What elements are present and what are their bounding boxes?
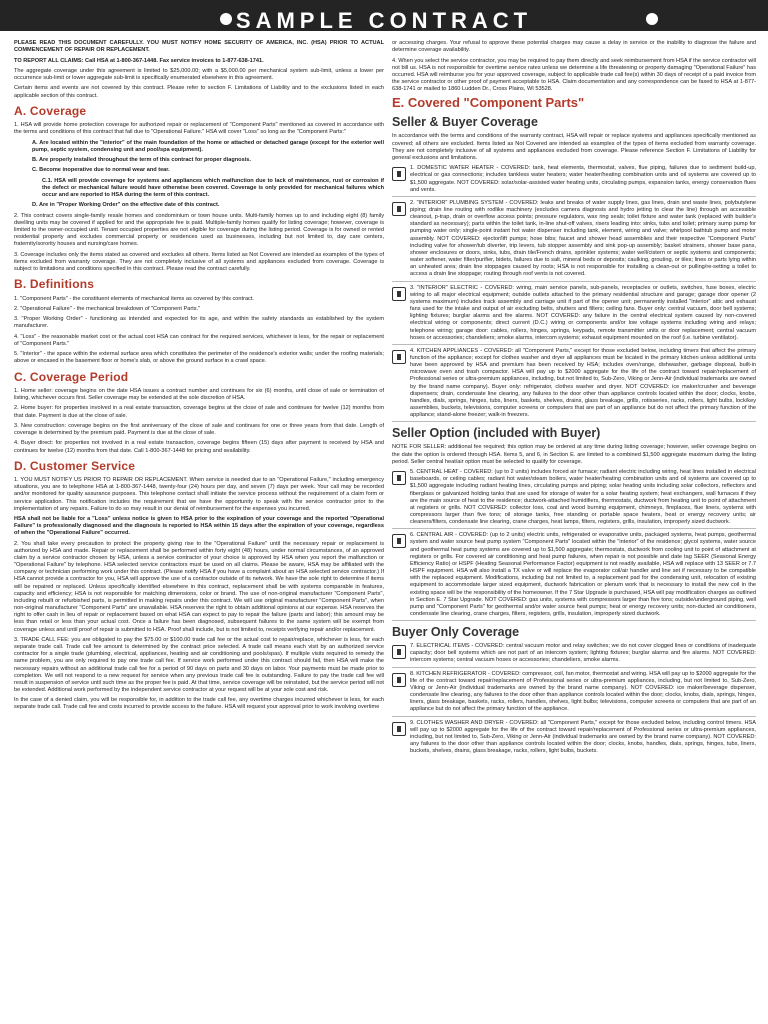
coverage-1d: D. Are in "Proper Working Order" on the effective date of this contract.: [32, 202, 220, 209]
coverage-1c1: C.1. HSA will provide coverage for systems and appliances which malfunction due to lack of maintenance, rust or corrosion if the defect or mechanical failure would have otherwise been covered. Coverage is only provided for mechanical failures which occur and are reported to HSA during the term of this contract.: [42, 177, 384, 199]
coverage-1a: A. Are located within the "interior" of the main foundation of the home or attached or detached garage (except for the exterior well pump, septic system, condensing unit and pool/spa equipment).: [32, 139, 384, 153]
central-air-text: 6. CENTRAL AIR - COVERED: (up to 2 units) electric units, refrigerated or evaporative units, packaged systems, heat pumps, geothermal system and water source heat pump system "Component Parts" located within the "interior" of the residence; glycol systems, water source and geothermal heat pump systems are covered up to $1,500 aggregate; thermostats, ductwork from cooling unit to point of attachment at registers or grills. For covered air conditioning and heat pump failures, when repair is not possible and date tag SEER (Seasonal Energy Efficiency Ratio) or HSPF (Heating Seasonal Performance Factor) equipment is not readily available, HSA will replace with 13 SEER or 7.7 HSPF equipment. HSA will also install a TX valve or will replace the evaporator coil/air handler and line set if necessary to be compatible with the replaced equipment. Modifications, including but not limited to, a replacement pad for the condensing unit, relocation of existing equipment to accommodate larger sized equipment, ductwork fabrication or plenum work that is necessary to install the new coil in the existing space will be the responsibility of the homeowner. If the 7 Star Upgrade is purchased, HSA will pay modification charges as outlined in Section E. 7 Star Upgrade. NOT COVERED: gas units, systems with compressors larger than five tons; outside/underground piping, well pump and "Component Parts" for geothermal and/or water source heat pumps; heat or energy recovery units; non-ducted air conditioners, condensate line clearing, crane charges, filters, registers, grills, insulation, improperly sized ductwork.: [410, 532, 756, 617]
section-e-heading: E. Covered "Component Parts": [392, 95, 585, 111]
central-air-icon: [392, 534, 406, 548]
list-item: [392, 532, 756, 621]
central-heat-text: 5. CENTRAL HEAT - COVERED: (up to 2 units) includes forced air furnace; radiant electric including wiring, heat lines installed in electrical baseboards, or ceiling cables; radiant hot water/steam boilers, water heater/heating combination units and oil systems are covered up to $1,500 aggregate including radiant heating lines, circulating pumps and piping; solar heating units including solar collectors, reflectors and fiberglass or galvanized holding tanks that are used for storage of water for a solar heating system; heat exchangers, wall furnaces if they are the main source of heat to the residence; ductwork-attached humidifiers, thermostats, ductwork from heating unit to point of attachment at registers or grills. NOT COVERED: collector loss, coal and wood burning equipment, chimneys, fireplaces, flue liners, systems with compressors larger than five tons; oil storage tanks, free standing or portable space heaters, heat or energy recovery units; air cleaners/filters, condensate line clearing, crane charges, heat lamps, filters, registers, grills, insulation, improperly sized ductwork.: [410, 469, 756, 526]
electric-icon: [392, 287, 406, 301]
period-1: 1. Home seller: coverage begins on the date HSA issues a contract number and continues for six (6) months, until close of sale or termination of listing, whichever occurs first. Seller coverage may be extended at the sole discretion of HSA.: [14, 387, 384, 402]
refrigerator-text: 8. KITCHEN REFRIGERATOR - COVERED: compressor, coil, fan motor, thermostat and wiring. HSA will pay up to $2000 aggregate for the life of the contract toward repair/replacement of Professional series or ultra-premium appliances, including, but not limited to, Sub-Zero, Viking or Jenn-Air (individual trademarks are owned by the brand name company). NOT COVERED: ice maker/beverage dispenser, condensate line clearing, any failures to the door other than appliance controls located within the door; clocks, knobs, dials, springs, hinges, liners, glass breakage, baskets, racks, rollers, handles, shelves, light bulbs; televisions, computer screens or computers that are part of an appliance but do not affect the primary function of the appliance.: [410, 670, 756, 713]
period-4: 4. Buyer direct: for properties not involved in a real estate transaction, coverage begins fifteen (15) days after payment is received by HSA and continues for twelve (12) months from that date. Call 1-800-367-1448 for pricing and availability.: [14, 440, 384, 454]
electric-text: 3. "INTERIOR" ELECTRIC - COVERED: wiring, main service panels, sub-panels, receptacles or outlets, switches, fuse boxes, electric wiring to all major electrical equipment; outside outlets attached to the primary residential structure and garage; garage door opener (2 systems maximum) includes track assembly and carriage unit if part of the opener unit; permanently installed "interior" attic and exhaust fans used for the intake and output of air excluding belts, shutters and filters; ceiling fans. Buyer only: central vacuum, door bell systems; lighting fixtures; burglar alarms and fire alarms. NOT COVERED: any failure in the central electrical system caused by non-covered electrical wiring or components; direct current (D.C.) wiring or components and/or low voltage systems including wiring and relays; telephone wiring; garage door: cables, rollers, hinges, springs, keypads, remote transmitter units or door replacement; central vacuum hoses or accessories; chandeliers; smoke alarms, intercom systems; exhaust equipment mounted on the roof (i.e. turbine ventilator).: [410, 284, 756, 341]
plumbing-text: 2. "INTERIOR" PLUMBING SYSTEM - COVERED: leaks and breaks of water supply lines, gas lines, drain and waste lines, polybutylene piping; drain line routing with rodlike machinery (excludes camera diagnosis and hydro jetting to clear the line) through an accessible cleanout, p-trap, drain or overflow access points; pressure regulators, wax ring seals; toilet fixture and water tank (replaced with builder's standard as necessary); parts within the toilet tank, in-line shut-off valves, risers leading into: sinks, tubs and toilet; primary sump pump for pumping water only; single-point instant hot water dispenser including tank, element, wiring and valve; whirlpool bathtub pump and motor assembly. NOT COVERED: ejector/lift pumps; hose bibs; faucet and shower head assemblies and their respective "Component Parts" including valve for shower/tub diverter, trip levers, tub stopper assembly and sink pop-up assembly; basket strainers, shower base pans, shower enclosures or doors, sinks, tubs, drain tile/French drains, sprinkler systems; water well/cistern or septic systems and components; water softener, water filter/purifier, bidets, failures due to salt, mineral beds or deposits; caulking, grouting, or tiles; lines or parts lying within an unheated area; drain line stoppages caused by roots; HSA is not responsible for installing a clean-out or pulling/re-setting a toilet to access a drain line stoppage; routing through roof vents is not covered.: [410, 199, 756, 278]
coverage-1c: C. Become inoperative due to normal wear and tear.: [32, 167, 170, 174]
service-3: 3. TRADE CALL FEE: you are obligated to pay the $75.00 or $100.00 trade call fee or the actual cost to repair/replace, whichever is less, for each separate trade call. Trade call fee amount is determined by the contract price selected. A trade call means each visit by an authorized service contractor for a single trade (plumbing, electrical, appliances, heating and air conditioning and pools/spas). If multiple visits required to remedy the same problem, you are only required to pay one trade call fee. If service work performed under this contract should fail, then HSA will make the necessary repairs without an additional trade call fee for a period of 90 days on parts and 30 days on labor. Your payments must be made prior to completion. We will not respond to a new request for service when any previous trade call fee is outstanding. Failure to pay the trade call fee will result in suspension of service until such time as the proper fee is paid. At that time, service coverage will be reinstated, but the service period will not be extended. Additional work performed by the independent service contractor at your request will be at your sole cost and risk.: [14, 636, 384, 693]
definition-2: 2. "Operational Failure" - the mechanical breakdown of "Component Parts.": [14, 305, 201, 312]
claims-paragraph: TO REPORT ALL CLAIMS: Call HSA at 1-800-367-1448. Fax service invoices to 1-877-638-1741.: [14, 57, 264, 64]
list-item: [392, 671, 756, 717]
washer-dryer-text: 9. CLOTHES WASHER AND DRYER - COVERED: all "Component Parts," except for those excluded below, including control timers. HSA will pay up to $2000 aggregate for the life of the contract toward repair/replacement of Professional series or ultra-premium appliances, including, but not limited to, Sub-Zero, Viking or Jenn-Air (individual trademarks are owned by the brand name company). NOT COVERED: any failures to the door other than appliance controls located within the door; clocks, knobs, handles, dials, springs, hinges, tubs, liners, buckets, shelves, drains, glass breakage, racks, rollers, light bulbs, buckets.: [410, 719, 756, 755]
left-column: [14, 40, 384, 715]
notice-paragraph: PLEASE READ THIS DOCUMENT CAREFULLY. YOU MUST NOTIFY HOME SECURITY OF AMERICA, INC. (HSA) PRIOR TO ACTUAL COMMENCEMENT OF REPAIR OR REPLACEMENT.: [14, 40, 384, 54]
central-heat-icon: [392, 471, 406, 485]
list-item: [392, 200, 756, 282]
service-continued: or accessing charges. Your refusal to approve these potential charges may cause a delay in service or the inability to diagnose the failure and determine coverage availability.: [392, 40, 756, 54]
seller-note: NOTE FOR SELLER: additional fee required; this option may be ordered at any time during listing coverage; however, seller coverage begins on the date the option is ordered through HSA. Items 5, and 6, in Section E. are limited to a combined $1,500 aggregate maximum during the listing period. Seller central heat/air option must be selected to qualify for coverage.: [392, 444, 756, 465]
section-a-heading: A. Coverage: [14, 103, 87, 118]
period-2: 2. Home buyer: for properties involved in a real estate transaction, coverage begins at the close of sale and continues for twelve (12) months from that date. Payment is due at the close of sale.: [14, 405, 384, 419]
right-column: [392, 40, 756, 760]
banner-right-dot: [646, 13, 658, 25]
service-1-liability: HSA shall not be liable for a "Loss" unless notice is given to HSA prior to the expiration of your coverage and the reported "Operational Failure" is professionally diagnosed and the diagnosis is reported to HSA within 15 days after the expiration of your coverage, regardless of when the "Operational Failure" occurred.: [14, 516, 384, 537]
list-item: [392, 643, 756, 667]
service-denied-claim: In the case of a denied claim, you will be responsible for, in addition to the trade call fee, any overtime charges incurred whichever is less, for each separate trade call. Trade call fee and costs incurred to provide access to the failure. HSA will request your approval prior to work involving overtime: [14, 697, 384, 711]
service-4: 4. When you select the service contractor, you may be required to pay them directly and seek reimbursement from HSA if the service contractor will not bill us. HSA is not responsible for overtime service rates unless we determine a life threatening or property damaging "Operational Failure" has occurred. HSA will reimburse you for your approved coverage, subject to applicable trade call fee(s) within 30 days of receipt of a paid invoice from the service contractor or other proof of payment acceptable to HSA. Claim documentation and any correspondence can be faxed to HSA at 1-877-638-1741 or mailed to 1860 Ludden Dr., Cross Plains, WI 53528.: [392, 57, 756, 93]
list-item: [392, 720, 756, 758]
electrical-items-text: 7. ELECTRICAL ITEMS - COVERED: central vacuum motor and relay switches; we do not cover clogged lines or conditions of inadequate capacity; door bell systems which are not part of an intercom system; lighting fixtures; burglar alarms and fire alarms. NOT COVERED: intercom systems; central vacuum hoses or accessories; chandeliers, smoke alarms.: [410, 643, 756, 664]
coverage-2: 2. This contract covers single-family resale homes and condominium or town house units. Multi-family homes up to and including eight (8) family dwelling units may be covered if applied for and the appropriate fee is paid. Multiple-family homes qualify for listing coverage; however, coverage is limited to the owner-occupied unit. Tenant occupied properties are not eligible for coverage during the listing period. Coverage is for owned or rented residential property and excludes commercial property or residences used as businesses, including but not limited to, day care centers, fraternity/sorority houses and nursing/care homes.: [14, 212, 384, 248]
coverage-1: 1. HSA will provide home protection coverage for authorized repair or replacement of "Component Parts" mentioned as covered in accordance with the terms and conditions of this contract that fail due to "Operational Failure." HSA will cover "Loss" so long as the "Component Parts:": [14, 122, 384, 136]
water-heater-icon: [392, 167, 406, 181]
buyer-only-heading: Buyer Only Coverage: [392, 625, 520, 640]
definition-4: 4. "Loss" - the reasonable market cost or the actual cost HSA can contract for the required services, whichever is less, for the repair or replacement of "Component Parts.": [14, 333, 384, 347]
list-item: [392, 469, 756, 529]
list-item: [392, 348, 756, 423]
document-title: SAMPLE CONTRACT: [235, 8, 533, 31]
service-1: 1. YOU MUST NOTIFY US PRIOR TO REPAIR OR REPLACEMENT. When service is needed due to an "Operational Failure," including emergency situations, you are to telephone HSA at 1-800-367-1448, twenty-four (24) hours per day, and seven (7) days per week. Your call may be recorded and/or monitored for quality assurance purposes. This telephone contact shall initiate the service process without the requirement of a claim form or service application. This notification includes the requirement that we have the opportunity to speak with the service contractor prior to the implementation of any repairs. Failure to do so may result in our denial of reimbursement for the expenses you incurred.: [14, 477, 384, 512]
kitchen-appliance-icon: [392, 350, 406, 364]
refrigerator-icon: [392, 673, 406, 687]
definition-3: 3. "Proper Working Order" - functioning as intended and expected for its age, and within the safety standards as established by the system manufacturer.: [14, 316, 384, 330]
plumbing-icon: [392, 202, 406, 216]
period-3: 3. New construction: coverage begins on the first anniversary of the close of sale and continues for one or three years from that date. Length of coverage is determined by the premium paid. Payment is due at the close of sale.: [14, 422, 384, 437]
kitchen-appliances-text: 4. KITCHEN APPLIANCES - COVERED: all "Component Parts," except for those excluded below, including timers that affect the primary function of the appliance; except for clothes washer and dryer all appliances must be located in the primary kitchen unless additional units have been approved by HSA and premium has been received by HSA; includes oven/range, dishwasher, garbage disposal, built-in microwave oven and trash compactor. HSA will pay up to $2000 aggregate for the life of the contract toward repair/replacement of Professional series or ultra-premium appliances, including, but not limited to, Sub-Zero, Viking or Jenn-Air (individual trademarks are owned by the brand name company). Buyer only: refrigerator, clothes washer and dryer. NOT COVERED: ice maker/crusher and beverage dispensers; drain, condensate line clearing, any failures to the door other than appliance controls located within the door; clocks, knobs, handles, dials, springs, hinges, tubs, liners, baskets, shelves, drains, glass breakage, grills, rotisseries, racks, rollers, light bulbs, lock/key assemblies, buckets, televisions, computer screens or computers that are part of an appliance but do not affect the primary function of the appliance; stand-alone freezer; walk-in freezers.: [410, 347, 756, 419]
coverage-1b: B. Are properly installed throughout the term of this contract for proper diagnosis.: [32, 157, 251, 164]
seller-option-heading: Seller Option (included with Buyer): [392, 426, 601, 441]
washer-dryer-icon: [392, 722, 406, 736]
section-c-heading: C. Coverage Period: [14, 369, 129, 384]
definition-5: 5. "Interior" - the space within the external surface area which constitutes the perimeter of the residence's exterior walls; under the roofing materials; above or encased in the basement floor or home's slab, or above the ground surface in a crawl space.: [14, 351, 384, 365]
list-item: [392, 285, 756, 345]
electrical-items-icon: [392, 645, 406, 659]
coverage-3: 3. Coverage includes only the items stated as covered and excludes all others. Items listed as Not Covered are intended as examples of the types of items excluded from warranty coverage. They are not completely inclusive of all systems and appliances excluded from coverage. Coverage is subject to limitations and conditions specified in this contract. Please read the contract carefully.: [14, 251, 384, 272]
seller-buyer-heading: Seller & Buyer Coverage: [392, 115, 538, 130]
aggregate-paragraph: The aggregate coverage under this agreement is limited to $25,000.00; with a $5,000.00 per mechanical system sub-limit, unless a lower per occurrence sub-limit or lower aggregate sub-limit is specifically enumerated elsewhere in this agreement.: [14, 67, 384, 81]
water-heater-text: 1. DOMESTIC WATER HEATER - COVERED: tank, heat elements, thermostat, valves, flue piping, failures due to sediment build-up, electrical or gas connections; includes tankless water heaters; water heater/heating combination units and oil systems are covered up to $1,500 aggregate. NOT COVERED: solar/solar-assisted water heating units, circulating pumps, expansion tanks, energy conservation flues and vents.: [410, 165, 756, 193]
section-b-heading: B. Definitions: [14, 277, 95, 292]
covered-intro: In accordance with the terms and conditions of the warranty contract, HSA will repair or replace systems and appliances specifically mentioned as covered; all others are excluded. Items listed as Not Covered are intended as examples of the types of items excluded from warranty coverage. They are not completely inclusive of all systems and appliances excluded from coverage. Please reference Section F. Limitations of Liability for general exclusions and limitations.: [392, 133, 756, 161]
title-banner: [0, 0, 768, 31]
list-item: [392, 165, 756, 197]
exclusions-paragraph: Certain items and events are not covered by this contract. Please refer to section F. Limitations of Liability and to the exclusions listed in each applicable section of this contract.: [14, 85, 384, 99]
section-d-heading: D. Customer Service: [14, 458, 136, 473]
service-2: 2. You shall take every precaution to protect the property giving rise to the "Operational Failure" until the necessary repair or replacement is authorized by HSA and made. Repair or replacement shall be performed within forty eight (48) hours, under normal circumstances, of an approved claim by a service contractor chosen by HSA, unless a service contractor of your choice is approved by HSA when you report the malfunction or "Operational Failure" by telephone. HSA selected service contractors must be used on all claims. Please be aware, HSA may be affiliated with the company or technician performing work under this contract. (Please notify HSA if you have a complaint about an HSA selected service contractor.) If HSA cannot provide a contractor for you, HSA will approve the use of a contractor outside of its network. We have the sole right to determine if items will be repaired or replaced. Unless specifically identified elsewhere in this contract, replacement shall be with systems comparable in features, capacity and efficiency; HSA is not responsible for matching dimensions, color or brand. The use of non-original manufacturer "Component Parts", including rebuilt or refurbished parts, is permitted in making repairs under this contract. We will use original manufacturer "Component Parts", when non-original manufacturer "Component Parts" are unavailable. HSA reserves the right to obtain additional opinions at our expense. HSA reserves the right to offer cash in lieu of repair or replacement based on what HSA can expect to pay to repair the failure (parts and labor); this amount may be less than retail or less than your actual cost. Once a failure has been diagnosed, subsequent failures to the same system will be exempt from coverage unless and until proof of repair is submitted to HSA. Proof shall include, but is not limited to, receipts verifying repair and/or replacement.: [14, 540, 384, 633]
definition-1: 1. "Component Parts" - the constituent elements of mechanical items as covered by this contract.: [14, 295, 254, 302]
